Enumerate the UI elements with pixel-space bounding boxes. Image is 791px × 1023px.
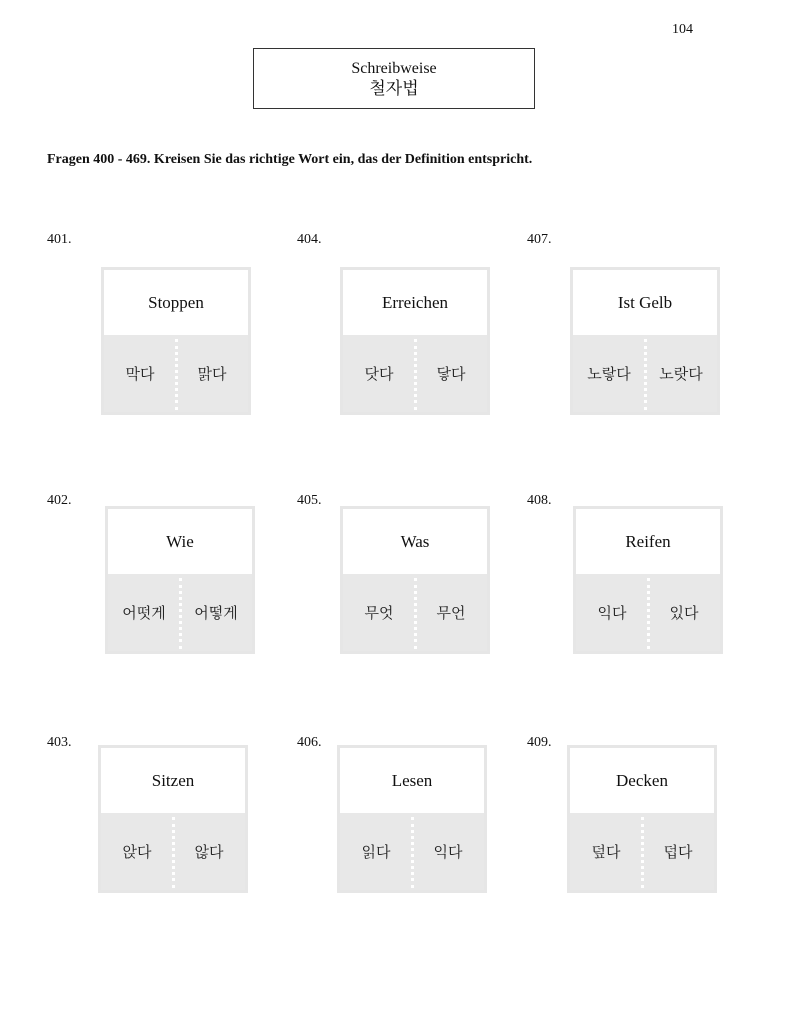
question-number-406: 406. — [297, 735, 322, 750]
option-right[interactable]: 있다 — [669, 604, 699, 622]
question-card-405 — [340, 506, 490, 654]
options-area — [108, 574, 252, 651]
options-area — [104, 335, 248, 412]
option-right[interactable]: 무언 — [436, 604, 466, 622]
question-card-402 — [105, 506, 255, 654]
option-right[interactable]: 맑다 — [197, 365, 227, 383]
option-right[interactable]: 덥다 — [663, 843, 693, 861]
option-right[interactable]: 어떻게 — [194, 604, 238, 622]
option-left[interactable]: 읽다 — [361, 843, 391, 861]
question-card-408 — [573, 506, 723, 654]
option-left[interactable]: 어떳게 — [122, 604, 166, 622]
definition-word: Reifen — [625, 531, 671, 551]
options-area — [573, 335, 717, 412]
option-left[interactable]: 덮다 — [591, 843, 621, 861]
question-card-401 — [101, 267, 251, 415]
option-left[interactable]: 닷다 — [364, 365, 394, 383]
question-card-406 — [337, 745, 487, 893]
option-right[interactable]: 노랏다 — [659, 365, 703, 383]
question-number-402: 402. — [47, 493, 72, 508]
options-area — [576, 574, 720, 651]
option-right[interactable]: 닿다 — [436, 365, 466, 383]
question-number-407: 407. — [527, 232, 552, 247]
options-area — [343, 335, 487, 412]
definition-word: Sitzen — [151, 770, 195, 790]
definition-word: Stoppen — [148, 292, 204, 312]
title-box — [253, 48, 535, 109]
definition-word: Was — [400, 531, 430, 551]
options-area — [570, 813, 714, 890]
question-card-403 — [98, 745, 248, 893]
page-title: Schreibweise — [351, 59, 437, 77]
question-number-409: 409. — [527, 735, 552, 750]
question-card-407 — [570, 267, 720, 415]
option-right[interactable]: 않다 — [194, 843, 224, 861]
instruction-text: Fragen 400 - 469. Kreisen Sie das richtige Wort ein, das der Definition entspricht. — [47, 152, 533, 167]
page-number: 104 — [672, 22, 693, 37]
page-subtitle: 철자법 — [369, 78, 419, 99]
options-area — [340, 813, 484, 890]
definition-word: Ist Gelb — [617, 292, 673, 312]
option-right[interactable]: 익다 — [433, 843, 463, 861]
definition-word: Lesen — [391, 770, 433, 790]
question-number-404: 404. — [297, 232, 322, 247]
option-left[interactable]: 익다 — [597, 604, 627, 622]
options-area — [101, 813, 245, 890]
option-left[interactable]: 무엇 — [364, 604, 394, 622]
definition-word: Erreichen — [381, 292, 449, 312]
question-number-403: 403. — [47, 735, 72, 750]
question-number-401: 401. — [47, 232, 72, 247]
option-left[interactable]: 앉다 — [122, 843, 152, 861]
question-card-404 — [340, 267, 490, 415]
question-number-408: 408. — [527, 493, 552, 508]
definition-word: Decken — [616, 770, 668, 790]
option-left[interactable]: 막다 — [125, 365, 155, 383]
question-number-405: 405. — [297, 493, 322, 508]
definition-word: Wie — [166, 531, 194, 551]
options-area — [343, 574, 487, 651]
option-left[interactable]: 노랗다 — [587, 365, 631, 383]
question-card-409 — [567, 745, 717, 893]
